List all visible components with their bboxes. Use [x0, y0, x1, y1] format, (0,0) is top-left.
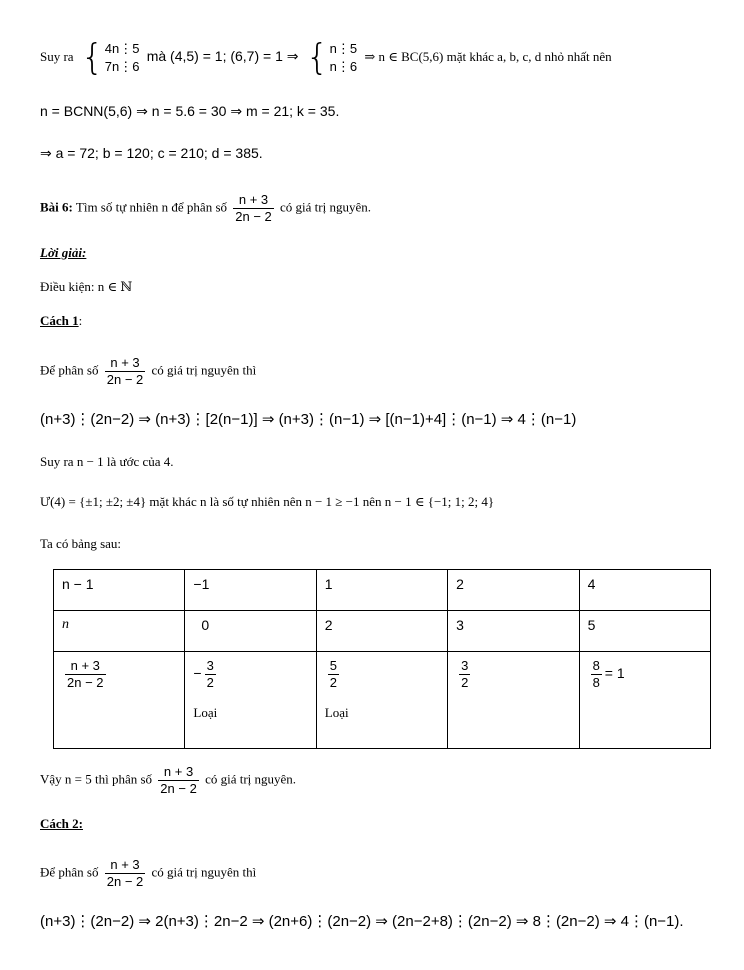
- text-bc-conclusion: ⇒ n ∈ BC(5,6) mặt khác a, b, c, d nhỏ nhất nên: [364, 48, 612, 64]
- fraction-main: $\frac{n + 3}{2n - 2}$: [106, 857, 144, 889]
- text-vay: Vậy n = 5 thì phân số: [40, 771, 153, 787]
- brace-icon: {: [80, 37, 104, 78]
- text-gia-tri-nguyen-thi: có giá trị nguyên thì: [151, 864, 257, 880]
- fraction-cell: $\frac{3}{2}$: [461, 658, 469, 690]
- table-cell: 2: [316, 611, 447, 652]
- problem-6-text: Tìm số tự nhiên n để phân số: [75, 199, 228, 215]
- text-gcd-statement: mà (4,5) = 1; (6,7) = 1 ⇒: [146, 47, 299, 64]
- divisor-statement: Suy ra n − 1 là ước của 4.: [40, 454, 174, 469]
- method-2-intro: [40, 857, 256, 890]
- system-1-row-2: 7n⋮6: [104, 59, 140, 74]
- table-row: [54, 570, 711, 611]
- table-cell: [316, 652, 447, 749]
- fraction-main: $\frac{n + 3}{2n - 2}$: [160, 764, 197, 796]
- divisor-set-line: Ư(4) = {±1; ±2; ±4} mặt khác n là số tự nhiên nên n − 1 ≥ −1 nên n − 1 ∈ {−1; 1; 2; 4}: [40, 494, 495, 509]
- method-1-intro: [40, 355, 256, 388]
- table-cell: 4: [579, 570, 710, 611]
- fraction-main: $\frac{n + 3}{2n - 2}$: [235, 192, 272, 224]
- text-de-phan-so: Để phân số: [40, 362, 99, 378]
- table-cell: [579, 652, 710, 749]
- system-2-row-2: n⋮6: [329, 59, 358, 74]
- table-intro: Ta có bảng sau:: [40, 536, 122, 551]
- line-bcnn: n = BCNN(5,6) ⇒ n = 5.6 = 30 ⇒ m = 21; k = 35.: [40, 103, 340, 119]
- problem-6-label: Bài 6:: [40, 199, 73, 215]
- fraction-main: $\frac{n + 3}{2n - 2}$: [106, 355, 144, 387]
- text-gia-tri-nguyen-thi: có giá trị nguyên thì: [151, 362, 257, 378]
- table-cell: 0: [185, 611, 316, 652]
- fraction-header: $\frac{n + 3}{2n - 2}$: [67, 658, 104, 690]
- text-vay-end: có giá trị nguyên.: [205, 771, 297, 787]
- table-cell: [54, 652, 185, 749]
- table-cell: [185, 652, 316, 749]
- line-suy-ra-system: [40, 37, 612, 78]
- table-cell: −1: [185, 570, 316, 611]
- rejected-label: Loại: [324, 705, 349, 720]
- system-1-row-1: 4n⋮5: [104, 41, 140, 56]
- fraction-cell: $\frac{5}{2}$: [329, 658, 338, 690]
- method-1-heading: [40, 311, 82, 331]
- fraction-cell: $\frac{3}{2}$: [206, 658, 214, 690]
- table-cell: 2: [448, 570, 579, 611]
- solution-heading: Lời giải:: [40, 245, 87, 260]
- table-cell: 5: [579, 611, 710, 652]
- text-de-phan-so: Để phân số: [40, 864, 99, 880]
- problem-6: [40, 192, 371, 225]
- method-2-heading: Cách 2:: [40, 816, 83, 831]
- brace-icon: {: [305, 37, 329, 78]
- table-cell: 1: [316, 570, 447, 611]
- condition-line: Điều kiện: n ∈ ℕ: [40, 279, 133, 294]
- conclusion-line: [40, 764, 296, 797]
- table-cell: n − 1: [54, 570, 185, 611]
- table-cell: n: [54, 611, 185, 652]
- rejected-label: Loại: [193, 705, 218, 720]
- system-1: [80, 37, 140, 78]
- line-values: ⇒ a = 72; b = 120; c = 210; d = 385.: [40, 145, 263, 161]
- method-1-chain: (n+3)⋮(2n−2) ⇒ (n+3)⋮[2(n−1)] ⇒ (n+3)⋮(n−1) ⇒ [(n−1)+4]⋮(n−1) ⇒ 4⋮(n−1): [40, 411, 577, 428]
- table-cell: [448, 652, 579, 749]
- table-row: [54, 652, 711, 749]
- problem-6-text-end: có giá trị nguyên.: [280, 199, 372, 215]
- method-1-label: Cách 1: [40, 313, 79, 328]
- system-2-row-1: n⋮5: [329, 41, 358, 56]
- method-1-colon: :: [78, 313, 83, 328]
- text-suy-ra: Suy ra: [40, 48, 74, 64]
- table-row: [54, 611, 711, 652]
- minus-sign: −: [193, 665, 202, 682]
- system-2: [305, 37, 358, 78]
- table-cell: 3: [448, 611, 579, 652]
- method-2-chain: (n+3)⋮(2n−2) ⇒ 2(n+3)⋮2n−2 ⇒ (2n+6)⋮(2n−2) ⇒ (2n−2+8)⋮(2n−2) ⇒ 8⋮(2n−2) ⇒ 4⋮(n−1).: [40, 913, 684, 930]
- equals-one: = 1: [604, 665, 625, 682]
- values-table: [53, 569, 711, 749]
- fraction-cell: $\frac{8}{8}$: [592, 658, 600, 690]
